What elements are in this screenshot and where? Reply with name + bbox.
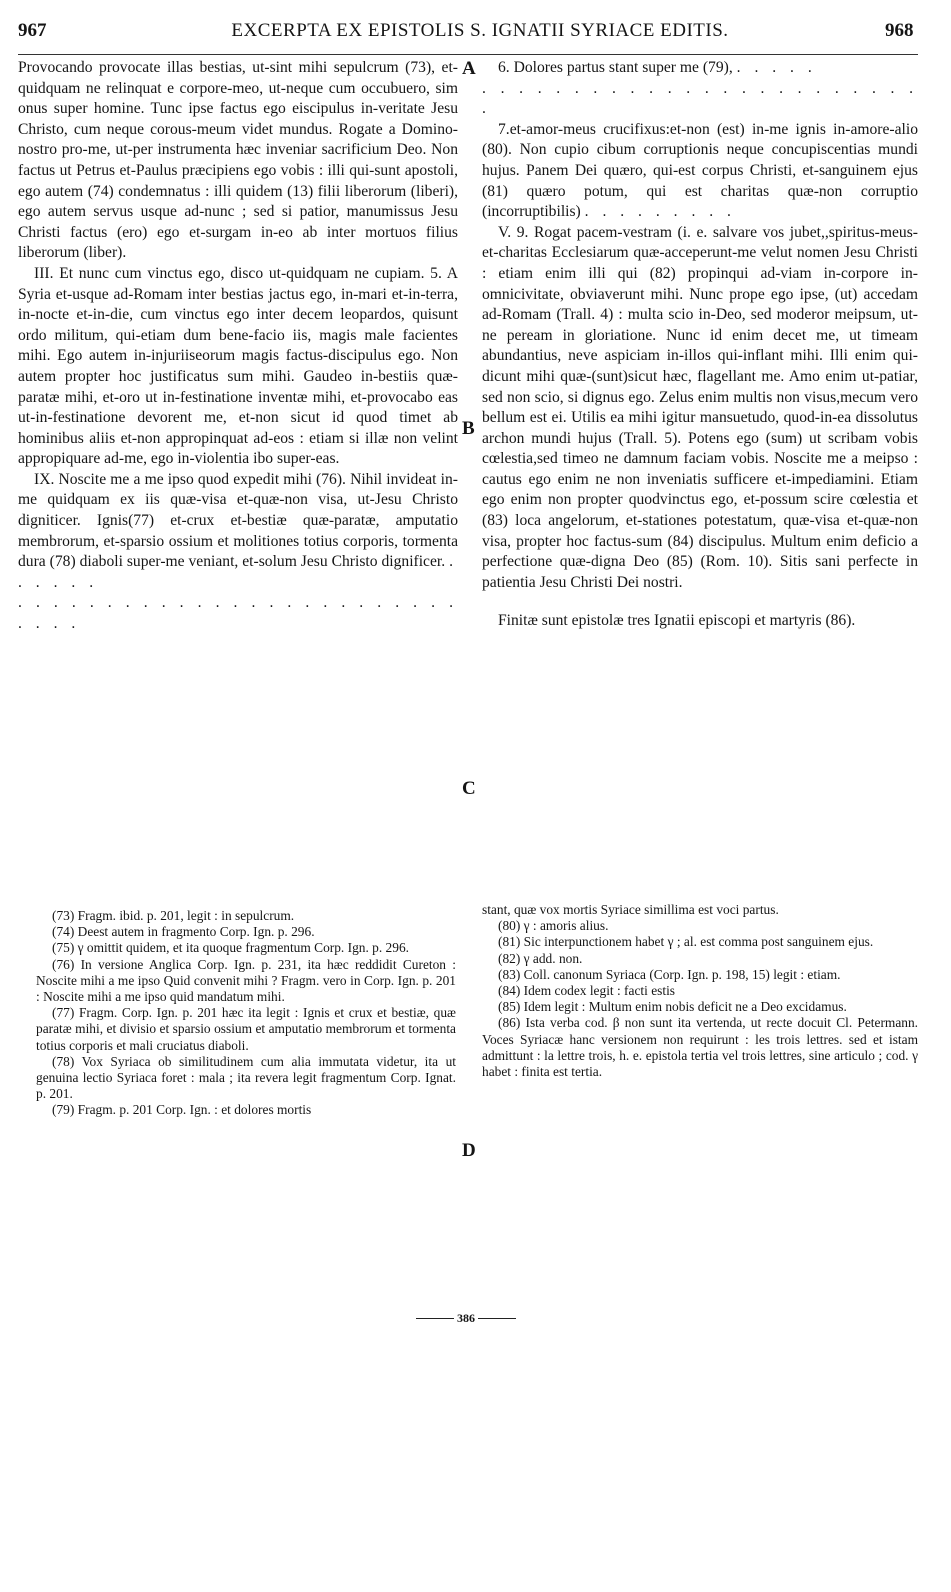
left-paragraph-3-text: IX. Noscite me a me ipso quod expedit mihi (76). Nihil invideat in-me quidquam ex iis quæ-visa et-quæ-non visa, ut-Jesu Christo digniticer. Ignis(77) et-crux et-bestiæ quæ-paratæ, amputatio membrorum, et-sparsio ossium et molitiones totius corporis, tormenta dura (78) diaboli super-me veniant, et-solum Jesu Christo dignificer. (18, 470, 458, 571)
left-column (18, 58, 458, 635)
right-paragraph-2 (482, 120, 918, 223)
footnote-79: (79) Fragm. p. 201 Corp. Ign. : et dolores mortis (52, 1102, 312, 1118)
right-paragraph-1-text: 6. Dolores partus stant super me (79), (498, 59, 733, 76)
margin-letter-d: D (462, 1140, 476, 1161)
footnote-85: (85) Idem legit : Multum enim nobis deficit ne a Deo excidamus. (498, 999, 847, 1015)
left-paragraph-1: Provocando provocate illas bestias, ut-sint mihi sepulcrum (73), et-quidquam ne relinquat e corpore-meo, ut-neque cum occubuero, sim onus super homine. Tunc ipse factus ego eiscipulus in-veritate Jesu Christo, cum neque corous-meum videt mundus. Rogate a Domino-nostro pro-me, ut-per instrumenta hæc inveniar sacrificium Deo. Non factus ut Petrus et-Paulus præcipiens ego vobis : illi qui-sunt apostoli, ego autem (74) condemnatus : illi quidem (13) filii liberorum (liberi), ego autem servus usque ad-nunc ; sed si patior, manumissus Jesu Christi factus (ero) ego et-surgam in-eo ab inter mortuos filius liberorum (liber). (18, 59, 458, 262)
footnote-75: (75) γ omittit quidem, et ita quoque fragmentum Corp. Ign. p. 296. (52, 940, 409, 956)
right-dots-inline-1: . . . . . (736, 59, 817, 76)
footer-mark (416, 1311, 516, 1325)
footnotes-left (36, 908, 456, 1119)
right-paragraph-2-text: 7.et-amor-meus crucifixus:et-non (est) in-me ignis in-amore-alio (80). Non cupio cibum corruptionis neque concupiscentias mundi hujus. Panem Dei quæro, qui-est corpus Christi, et-sanguinem ejus (81) quæro potum, qui est charitas quæ-non corruptio (incorruptibilis) (482, 120, 918, 221)
footnote-84: (84) Idem codex legit : facti estis (498, 983, 675, 999)
right-column (482, 58, 918, 632)
left-dots-row: . . . . . . . . . . . . . . . . . . . . . . . . . . . . . (18, 594, 458, 633)
header-rule (18, 54, 918, 55)
right-dots-inline-2: . . . . . . . . . (584, 203, 736, 221)
right-paragraph-1 (482, 58, 918, 79)
margin-letter-b: B (462, 418, 475, 439)
footnote-73: (73) Fragm. ibid. p. 201, legit : in sepulcrum. (52, 908, 295, 923)
footnote-86: (86) Ista verba cod. β non sunt ita vertenda, ut recte docuit Cl. Petermann. Voces Syriacæ hanc versionem non requirunt : les trois lettres. sed et istam admittunt : la lettre trois, h. e. epistola tertia vel trois lettres, sine articulo ; cod. γ habet : finita est tertia. (482, 1015, 918, 1080)
right-paragraph-4: Finitæ sunt epistolæ tres Ignatii episcopi et martyris (86). (498, 612, 856, 630)
running-header (0, 20, 951, 48)
page-number-right: 968 (885, 20, 914, 41)
right-dots-row: . . . . . . . . . . . . . . . . . . . . . . . . . (482, 79, 918, 118)
left-dots-inline: . . . . . . (18, 553, 458, 591)
right-paragraph-3: V. 9. Rogat pacem-vestram (i. e. salvare vos jubet,,spiritus-meus-et-charitas Ecclesiarum quæ-acceperunt-me velut nomen Jesu Christi : etiam enim illi qui (82) propinqui ad-viam in-corpore in-omnicivitate, obviaverunt mihi. Nunc prope ego ipse, (ut) accedam ad-Romam (Trall. 4) : multa scio in-Deo, sed moderor meipsum, ut-ne peream in gloriatione. Nunc id enim decet me, ut timeam abundantius, neve aspiciam in-illos qui-inflant mihi. Illi enim qui-dicunt mihi quæ-(sunt)sicut hæc, flagellant me. Amo enim ut-patiar, sed non scio, si dignus ego. Zelus enim multis non visus,mecum vero bellum est ei. Utilis ea mihi igitur mansuetudo, quod-in-ea dissolutus archon mundi hujus (Trall. 5). Potens ego (sum) ut scribam vobis cœlestia,sed timeo ne damnum faciam vobis. Noscite me a meipso : cautus ego enim ne non inveniatis sufficere et-impediamini. Etiam ego enim non propter quodvinctus ego, et-possum scire cœlestia et (83) loca angelorum, et-stationes potestatum, quæ-visa et-quæ-non visa, propter hoc factus-sum (84) discipulus. Multum enim deficio a perfectione quæ-digna Deo (85) (Rom. 10). Sitis sani perfecte in patientia Jesu Christi Dei nostri. (482, 223, 918, 591)
footnote-83: (83) Coll. canonum Syriaca (Corp. Ign. p. 198, 15) legit : etiam. (498, 966, 841, 982)
running-title: EXCERPTA EX EPISTOLIS S. IGNATII SYRIACE EDITIS. (231, 20, 729, 41)
footer-signature-number: 386 (454, 1311, 478, 1326)
footnote-82: (82) γ add. non. (498, 950, 583, 966)
footnote-78: (78) Vox Syriaca ob similitudinem cum alia immutata videtur, ita ut genuina lectio Syriaca foret : mala ; ita revera legit fragmentum Corp. Ignat. p. 201. (36, 1053, 456, 1102)
footnote-81: (81) Sic interpunctionem habet γ ; al. est comma post sanguinem ejus. (498, 934, 874, 950)
footnote-76: (76) In versione Anglica Corp. Ign. p. 231, ita hæc reddidit Cureton : Noscite mihi a me ipso Quid convenit mihi ? Fragm. vero in Corp. Ign. p. 201 : Noscite mihi a me ipso quid mandatum mihi. (36, 956, 456, 1005)
left-paragraph-2: III. Et nunc cum vinctus ego, disco ut-quidquam ne cupiam. 5. A Syria et-usque ad-Romam inter bestias jactus ego, in-mari et-in-terra, in-nocte et-in-die, cum vinctus ego inter decem leopardos, quisunt ordo militum, qui-etiam dum bene-facio iis, magis male facientes mihi. Ego autem in-injuriiseorum magis factus-discipulus ego. Non autem propter hoc justificatus sum mihi. Gaudeo in-bestiis quæ-paratæ mihi, et-oro ut in-festinatione inventæ mihi, et-provocabo eas ut-in-festinatione devorent me, et-non sicut id quod timet ab hominibus aliis et-non appropinquat ad-eos : etiam si illæ non velint appropiquare ad-me, ego in-violentia ibo super-eas. (18, 264, 458, 468)
page-number-left: 967 (18, 20, 47, 41)
footnote-74: (74) Deest autem in fragmento Corp. Ign. p. 296. (52, 924, 315, 940)
footnote-80: (80) γ : amoris alius. (498, 918, 609, 934)
margin-letter-a: A (462, 58, 476, 79)
margin-letter-c: C (462, 778, 476, 799)
left-paragraph-3 (18, 470, 458, 594)
footnote-79-continued: stant, quæ vox mortis Syriace simillima est voci partus. (482, 902, 779, 917)
footnote-77: (77) Fragm. Corp. Ign. p. 201 hæc ita legit : Ignis et crux et bestiæ, quæ paratæ mihi, et divisio et sparsio ossium et amputatio membrorum et tormenta totius corporis et mali cruciatus diaboli. (36, 1005, 456, 1053)
footnotes-right (482, 902, 918, 1080)
